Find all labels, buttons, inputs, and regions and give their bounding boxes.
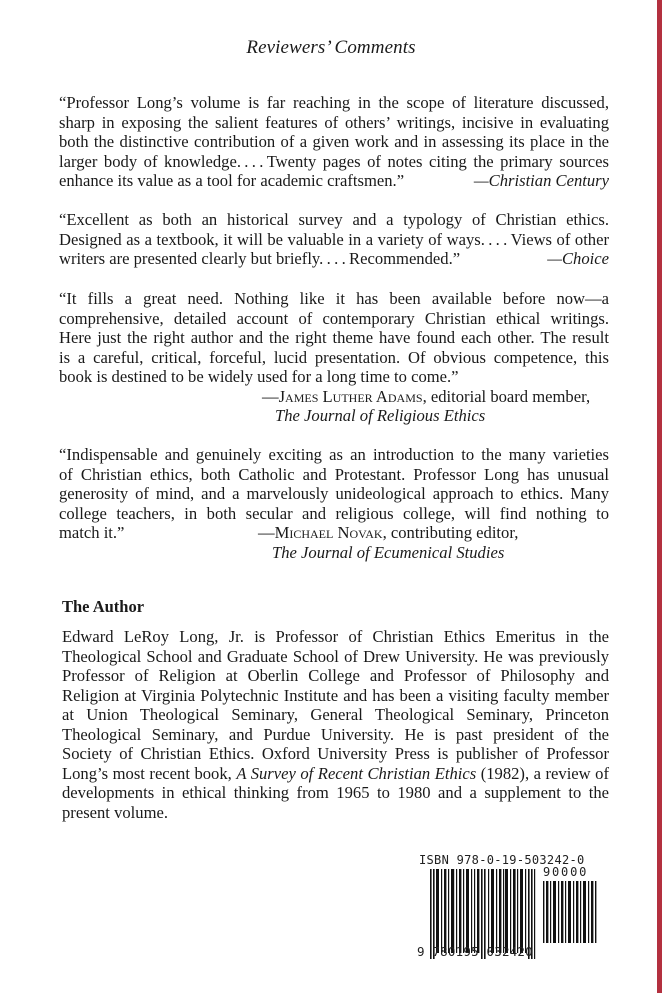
barcode-addon-digits: 90000 [543, 865, 589, 879]
review-line: college teachers, in both secular and religious college, will find nothing to [59, 503, 609, 523]
review-attribution: —Michael Novak, contributing editor, [258, 523, 519, 542]
review-last-line [59, 523, 609, 543]
bio-line: Theological School and Graduate School of Drew University. He was previously [62, 646, 609, 666]
review-line: sharp in exposing the salient features of others’ writings, incisive in evaluating [59, 112, 609, 132]
review-text: enhance its value as a tool for academic craftsmen.” [59, 171, 405, 190]
review-line: book is destined to be widely used for a long time to come.” [59, 367, 459, 386]
review-line: “It fills a great need. Nothing like it has been available before now—a [59, 289, 609, 308]
bio-line: Theological Seminary, and Purdue University. He is past president of the [62, 724, 609, 744]
review-christian-century [59, 93, 609, 191]
review-attribution: —James Luther Adams, editorial board member, [262, 386, 591, 406]
bio-line: present volume. [62, 802, 168, 822]
reviewer-name: James Luther Adams [278, 386, 423, 406]
review-line: Designed as a textbook, it will be valuable in a variety of ways. . . . Views of other [59, 229, 609, 249]
review-line: “Professor Long’s volume is far reaching in the scope of literature discussed, [59, 93, 609, 112]
cover-red-edge [657, 0, 662, 993]
bio-line: Religion at Virginia Polytechnic Institute and has been a visiting faculty member [62, 685, 609, 705]
reviewer-publication: The Journal of Religious Ethics [275, 406, 486, 425]
review-michael-novak [59, 445, 609, 562]
reviewer-publication: The Journal of Ecumenical Studies [272, 542, 505, 562]
isbn-barcode [419, 854, 604, 960]
page-title: Reviewers’ Comments [246, 37, 416, 58]
bio-line: Long’s most recent book, A Survey of Recent Christian Ethics (1982), a review of [62, 763, 610, 783]
review-line: Here just the right author and the right theme have found each other. The result [59, 328, 609, 347]
isbn-label: ISBN 978-0-19-503242-0 [419, 853, 585, 867]
review-text: writers are presented clearly but briefly. . . . Recommended.” [59, 249, 461, 268]
reviewer-role: , contributing editor, [382, 523, 519, 542]
review-line: both the distinctive contribution of a given work and in assessing its place in the [59, 132, 609, 151]
review-line: “Excellent as both an historical survey and a typology of Christian ethics. [59, 210, 609, 229]
review-line: larger body of knowledge. . . . Twenty pages of notes citing the primary sources [59, 151, 609, 171]
reviewer-role: , editorial board member, [422, 386, 591, 406]
review-last-line [59, 171, 609, 191]
review-line: generosity of mind, and a marvelously unideological approach to ethics. Many [59, 484, 609, 503]
book-title: A Survey of Recent Christian Ethics [236, 763, 477, 783]
review-line: is a careful, critical, forceful, lucid presentation. Of obvious competence, this [59, 347, 609, 367]
barcode-ean-digits: 9 780195 032420 [417, 944, 533, 959]
review-text: match it.” [59, 523, 125, 542]
review-line: comprehensive, detailed account of contemporary Christian ethical writings. [59, 308, 609, 328]
bio-line: at Union Theological Seminary, General Theological Seminary, Princeton [62, 705, 609, 724]
review-last-line [59, 249, 609, 269]
review-line: of Christian ethics, both Catholic and Protestant. Professor Long has unusual [59, 464, 609, 484]
bio-line: Society of Christian Ethics. Oxford University Press is publisher of Professor [62, 744, 609, 763]
reviewer-name: Michael Novak [274, 523, 383, 542]
review-source: —Choice [547, 249, 609, 268]
author-heading: The Author [62, 597, 145, 616]
review-james-luther-adams [59, 289, 609, 426]
bio-line: developments in ethical thinking from 1965 to 1980 and a supplement to the [62, 783, 609, 802]
review-source: —Christian Century [473, 171, 609, 190]
bio-line: Professor of Religion at Oberlin College and Professor of Philosophy and [62, 666, 609, 685]
bio-line: Edward LeRoy Long, Jr. is Professor of Christian Ethics Emeritus in the [62, 627, 609, 646]
review-line: “Indispensable and genuinely exciting as an introduction to the many varieties [59, 445, 609, 464]
author-bio [62, 627, 609, 822]
review-choice [59, 210, 609, 269]
